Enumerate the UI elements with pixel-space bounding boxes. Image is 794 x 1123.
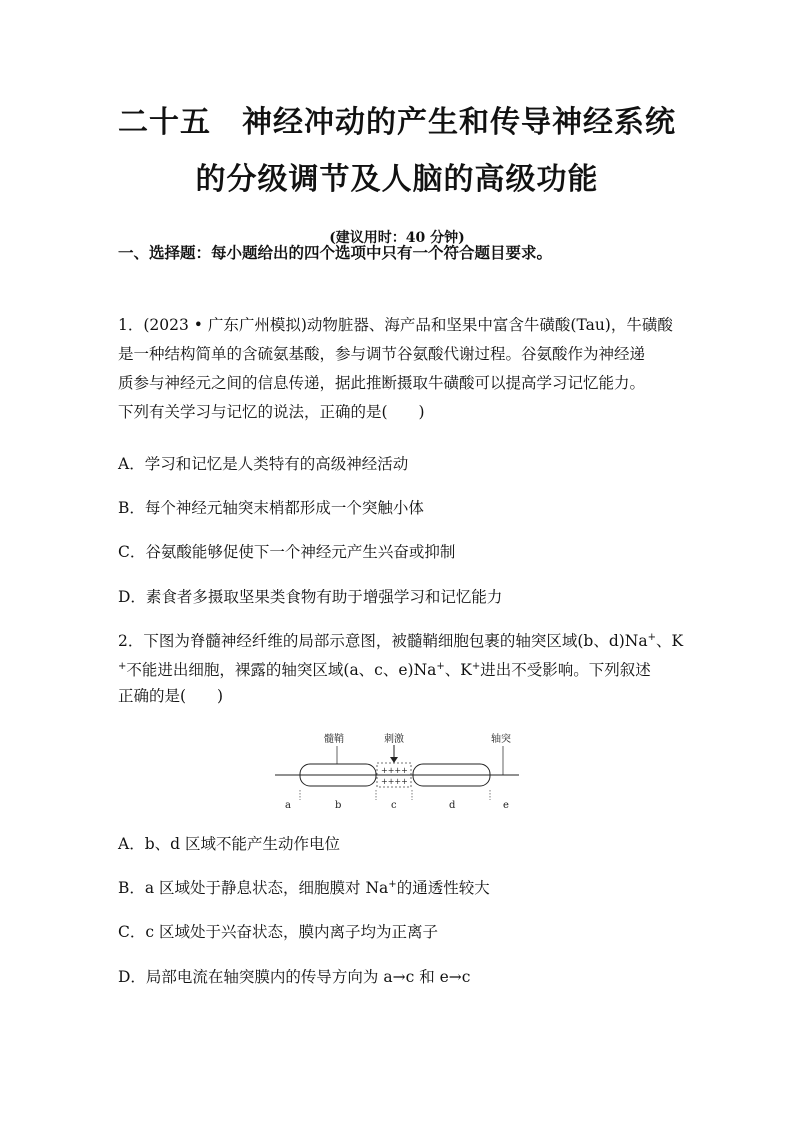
q1-option-d[interactable]: D．素食者多摄取坚果类食物有助于增强学习和记忆能力: [118, 588, 503, 606]
suggested-time: (建议用时：40 分钟): [329, 230, 465, 246]
superscript: +: [388, 878, 397, 890]
q2-option-a[interactable]: A．b、d 区域不能产生动作电位: [118, 835, 340, 853]
q1-line-3: 质参与神经元之间的信息传递，据此推断摄取牛磺酸可以提高学习记忆能力。: [118, 374, 646, 392]
page-title-line1: 二十五 神经冲动的产生和传导神经系统: [118, 105, 676, 140]
superscript: +: [471, 661, 481, 672]
region-b: b: [335, 800, 342, 811]
q2-line-2: [118, 657, 683, 686]
q2-line-1-k: 、K: [656, 632, 684, 651]
question-2-stem: [118, 628, 683, 715]
q1-option-a[interactable]: A．学习和记忆是人类特有的高级神经活动: [118, 455, 409, 473]
q2-line-1: [118, 628, 683, 657]
question-1-stem: [118, 315, 673, 431]
q1-option-c[interactable]: C．谷氨酸能够促使下一个神经元产生兴奋或抑制: [118, 543, 456, 561]
nerve-fiber-diagram: [272, 730, 522, 812]
superscript: +: [436, 661, 445, 672]
axon-label: 轴突: [491, 734, 511, 745]
q2-option-d[interactable]: D．局部电流在轴突膜内的传导方向为 a→c 和 e→c: [118, 968, 471, 986]
q2-option-b[interactable]: [118, 876, 490, 898]
q2-option-b-text: B．a 区域处于静息状态，细胞膜对 Na: [118, 879, 389, 897]
q2-option-c[interactable]: C．c 区域处于兴奋状态，膜内离子均为正离子: [118, 923, 438, 941]
q2-option-b-end: 的通透性较大: [396, 879, 490, 897]
section-heading: 一、选择题：每小题给出的四个选项中只有一个符合题目要求。: [118, 243, 553, 262]
plus-signs: ++++: [381, 777, 408, 786]
q2-line-1-text: 2．下图为脊髓神经纤维的局部示意图，被髓鞘细胞包裹的轴突区域(b、d)Na: [118, 632, 648, 651]
stimulus-arrowhead: [390, 757, 398, 763]
q2-line-2-end: 进出不受影响。下列叙述: [480, 661, 651, 680]
q1-line-2: 是一种结构简单的含硫氨基酸，参与调节谷氨酸代谢过程。谷氨酸作为神经递: [118, 345, 646, 363]
region-e: e: [503, 800, 509, 811]
region-c: c: [391, 800, 397, 811]
q1-option-b[interactable]: B．每个神经元轴突末梢都形成一个突触小体: [118, 499, 424, 517]
region-a: a: [285, 800, 291, 811]
plus-signs: ++++: [381, 766, 408, 775]
myelin-label: 髓鞘: [324, 734, 344, 745]
q2-line-2-k: 、K: [444, 661, 472, 680]
page-title-line2: 的分级调节及人脑的高级功能: [195, 162, 599, 197]
q2-line-3: 正确的是( ): [118, 687, 224, 705]
q1-line-4: 下列有关学习与记忆的说法，正确的是( ): [118, 403, 425, 421]
q2-line-2-text: 不能进出细胞，裸露的轴突区域(a、c、e)Na: [126, 661, 437, 680]
region-d: d: [449, 800, 456, 811]
q1-line-1: 1．(2023 • 广东广州模拟)动物脏器、海产品和坚果中富含牛磺酸(Tau)，牛磺酸: [118, 316, 673, 334]
superscript: +: [118, 661, 127, 672]
superscript: +: [647, 632, 656, 643]
stimulus-label: 刺激: [384, 734, 404, 745]
